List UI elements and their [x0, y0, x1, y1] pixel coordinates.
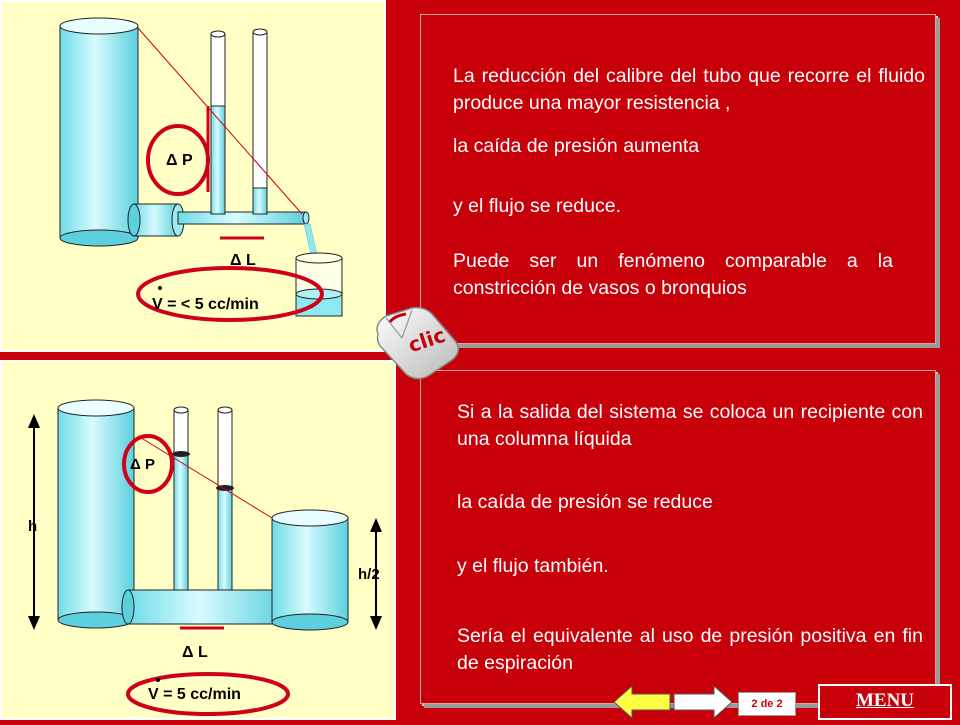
- previous-arrow-icon[interactable]: [614, 686, 670, 718]
- flow-rate-label: V = < 5 cc/min: [152, 296, 259, 313]
- bottom-paragraph-4: Sería el equivalente al uso de presión positiva en fin de espiración: [457, 625, 923, 674]
- v-dot: [156, 678, 160, 682]
- top-diagram-panel: [0, 0, 386, 352]
- bottom-paragraph-3: y el flujo también.: [457, 555, 609, 577]
- v-dot: [158, 286, 162, 290]
- delta-l-label: Δ L: [230, 252, 256, 269]
- h-label: h: [28, 518, 38, 535]
- wide-outlet-pipe: [122, 590, 286, 624]
- top-paragraph-2: la caída de presión aumenta: [453, 135, 700, 157]
- pressure-gradient-line: [138, 436, 272, 518]
- top-paragraph-1: La reducción del calibre del tubo que recorre el fluido produce una mayor resistencia ,: [453, 65, 925, 114]
- top-explanation-box: [420, 14, 936, 344]
- manometer-tubes: [211, 29, 267, 214]
- bottom-paragraph-2: la caída de presión se reduce: [457, 491, 713, 513]
- reservoir-cylinder: [60, 18, 138, 246]
- top-paragraph-4: Puede ser un fenómeno comparable a la constricción de vasos o bronquios: [453, 250, 893, 299]
- delta-p-label: Δ P: [166, 152, 193, 169]
- menu-button[interactable]: MENU: [818, 684, 952, 720]
- reservoir-cylinder: [58, 400, 134, 628]
- h-half-label: h/2: [358, 566, 380, 583]
- clic-button[interactable]: [372, 304, 462, 384]
- next-arrow-icon[interactable]: [674, 686, 732, 718]
- peep-diagram: [2, 362, 398, 722]
- delta-l-label: Δ L: [182, 644, 208, 661]
- bottom-explanation-box: [420, 370, 936, 704]
- top-paragraph-3: y el flujo se reduce.: [453, 195, 622, 217]
- bottom-diagram-panel: [0, 360, 396, 720]
- flow-rate-label: V = 5 cc/min: [148, 686, 241, 703]
- manometer-tubes: [172, 407, 234, 590]
- clic-label: clic: [405, 322, 449, 358]
- receiving-container: [272, 510, 348, 630]
- bottom-paragraph-1: Si a la salida del sistema se coloca un recipiente con una columna líquida: [457, 401, 923, 450]
- delta-p-label: Δ P: [130, 456, 155, 473]
- nav-arrows: [612, 684, 734, 720]
- page-indicator: 2 de 2: [738, 692, 796, 716]
